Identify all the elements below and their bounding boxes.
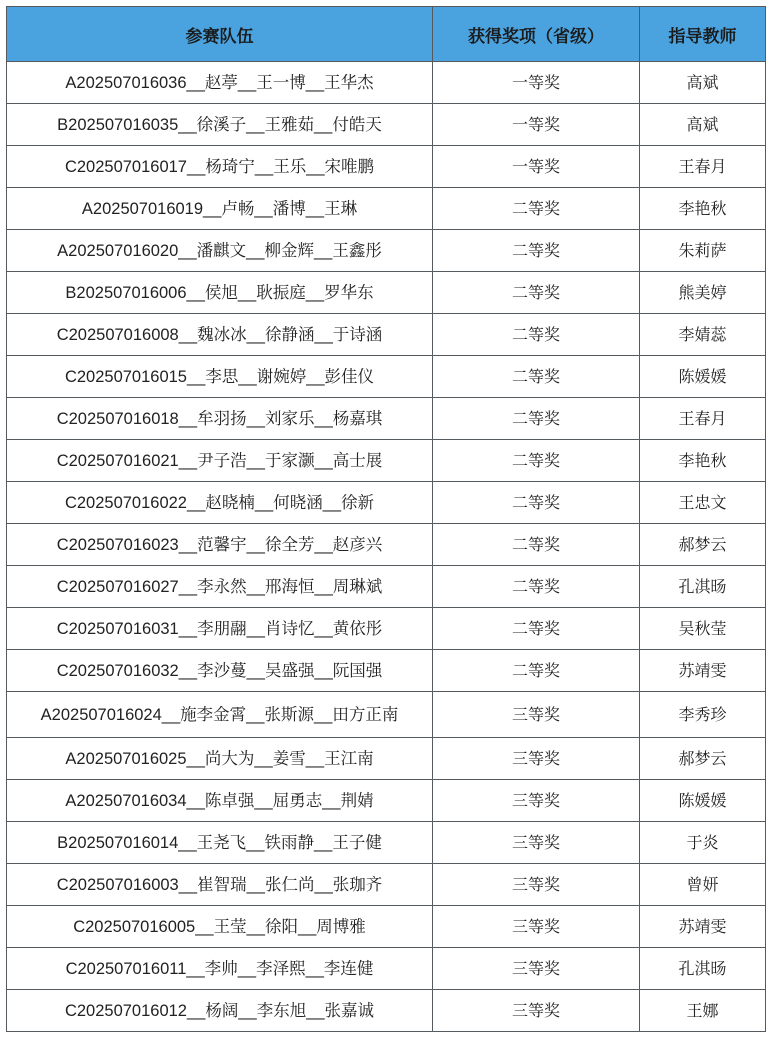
table-row	[7, 738, 766, 780]
table-row	[7, 272, 766, 314]
table-row	[7, 356, 766, 398]
table-row	[7, 314, 766, 356]
award-cell: 二等奖	[433, 608, 640, 650]
header-row	[7, 7, 766, 62]
award-cell: 二等奖	[433, 566, 640, 608]
team-cell: C202507016017__杨琦宁__王乐__宋唯鹏	[7, 146, 433, 188]
team-cell: C202507016003__崔智瑞__张仁尚__张珈齐	[7, 864, 433, 906]
column-header-teacher: 指导教师	[640, 7, 766, 62]
team-cell: C202507016018__牟羽扬__刘家乐__杨嘉琪	[7, 398, 433, 440]
award-cell: 二等奖	[433, 482, 640, 524]
team-cell: C202507016027__李永然__邢海恒__周琳斌	[7, 566, 433, 608]
teacher-cell: 吴秋莹	[640, 608, 766, 650]
award-cell: 一等奖	[433, 104, 640, 146]
award-cell: 一等奖	[433, 146, 640, 188]
award-cell: 三等奖	[433, 822, 640, 864]
table-row	[7, 524, 766, 566]
table-row	[7, 906, 766, 948]
teacher-cell: 王娜	[640, 990, 766, 1032]
teacher-cell: 熊美婷	[640, 272, 766, 314]
award-table-body	[7, 62, 766, 1032]
award-cell: 三等奖	[433, 692, 640, 738]
team-cell: A202507016036__赵葶__王一博__王华杰	[7, 62, 433, 104]
table-row	[7, 948, 766, 990]
award-cell: 二等奖	[433, 230, 640, 272]
table-row	[7, 230, 766, 272]
award-cell: 二等奖	[433, 398, 640, 440]
team-cell: C202507016012__杨阔__李东旭__张嘉诚	[7, 990, 433, 1032]
teacher-cell: 李艳秋	[640, 440, 766, 482]
team-cell: C202507016008__魏冰冰__徐静涵__于诗涵	[7, 314, 433, 356]
award-cell: 二等奖	[433, 356, 640, 398]
award-cell: 三等奖	[433, 948, 640, 990]
award-cell: 一等奖	[433, 62, 640, 104]
teacher-cell: 于炎	[640, 822, 766, 864]
team-cell: B202507016014__王尧飞__铁雨静__王子健	[7, 822, 433, 864]
teacher-cell: 王春月	[640, 146, 766, 188]
table-row	[7, 650, 766, 692]
column-header-team: 参赛队伍	[7, 7, 433, 62]
team-cell: C202507016022__赵晓楠__何晓涵__徐新	[7, 482, 433, 524]
teacher-cell: 朱莉萨	[640, 230, 766, 272]
teacher-cell: 苏靖雯	[640, 906, 766, 948]
table-row	[7, 104, 766, 146]
award-cell: 二等奖	[433, 272, 640, 314]
teacher-cell: 李秀珍	[640, 692, 766, 738]
table-row	[7, 482, 766, 524]
award-cell: 二等奖	[433, 440, 640, 482]
award-cell: 二等奖	[433, 524, 640, 566]
teacher-cell: 李婧蕊	[640, 314, 766, 356]
team-cell: C202507016032__李沙蔓__吴盛强__阮国强	[7, 650, 433, 692]
team-cell: A202507016025__尚大为__姜雪__王江南	[7, 738, 433, 780]
table-row	[7, 146, 766, 188]
teacher-cell: 王忠文	[640, 482, 766, 524]
team-cell: A202507016034__陈卓强__屈勇志__荆婧	[7, 780, 433, 822]
table-row	[7, 188, 766, 230]
teacher-cell: 苏靖雯	[640, 650, 766, 692]
team-cell: C202507016005__王莹__徐阳__周博雅	[7, 906, 433, 948]
teacher-cell: 李艳秋	[640, 188, 766, 230]
award-table	[6, 6, 766, 1032]
table-row	[7, 566, 766, 608]
team-cell: C202507016011__李帅__李泽熙__李连健	[7, 948, 433, 990]
teacher-cell: 郝梦云	[640, 738, 766, 780]
teacher-cell: 高斌	[640, 62, 766, 104]
team-cell: A202507016020__潘麒文__柳金辉__王鑫彤	[7, 230, 433, 272]
teacher-cell: 陈媛媛	[640, 356, 766, 398]
teacher-cell: 郝梦云	[640, 524, 766, 566]
teacher-cell: 孔淇旸	[640, 948, 766, 990]
table-row	[7, 440, 766, 482]
team-cell: A202507016024__施李金霄__张斯源__田方正南	[7, 692, 433, 738]
teacher-cell: 陈媛媛	[640, 780, 766, 822]
team-cell: A202507016019__卢畅__潘博__王琳	[7, 188, 433, 230]
table-row	[7, 864, 766, 906]
award-cell: 三等奖	[433, 780, 640, 822]
teacher-cell: 高斌	[640, 104, 766, 146]
column-header-award: 获得奖项（省级）	[433, 7, 640, 62]
award-cell: 二等奖	[433, 188, 640, 230]
table-row	[7, 398, 766, 440]
team-cell: C202507016031__李朋翮__肖诗忆__黄依彤	[7, 608, 433, 650]
table-row	[7, 692, 766, 738]
team-cell: B202507016035__徐溪子__王雅茹__付皓天	[7, 104, 433, 146]
teacher-cell: 王春月	[640, 398, 766, 440]
team-cell: C202507016015__李思__谢婉婷__彭佳仪	[7, 356, 433, 398]
award-cell: 二等奖	[433, 650, 640, 692]
team-cell: B202507016006__侯旭__耿振庭__罗华东	[7, 272, 433, 314]
team-cell: C202507016023__范馨宇__徐全芳__赵彦兴	[7, 524, 433, 566]
table-row	[7, 990, 766, 1032]
award-cell: 三等奖	[433, 864, 640, 906]
award-cell: 三等奖	[433, 906, 640, 948]
award-cell: 三等奖	[433, 990, 640, 1032]
table-row	[7, 822, 766, 864]
team-cell: C202507016021__尹子浩__于家灏__高士展	[7, 440, 433, 482]
table-row	[7, 62, 766, 104]
award-cell: 二等奖	[433, 314, 640, 356]
table-row	[7, 608, 766, 650]
award-cell: 三等奖	[433, 738, 640, 780]
teacher-cell: 曾妍	[640, 864, 766, 906]
table-row	[7, 780, 766, 822]
teacher-cell: 孔淇旸	[640, 566, 766, 608]
